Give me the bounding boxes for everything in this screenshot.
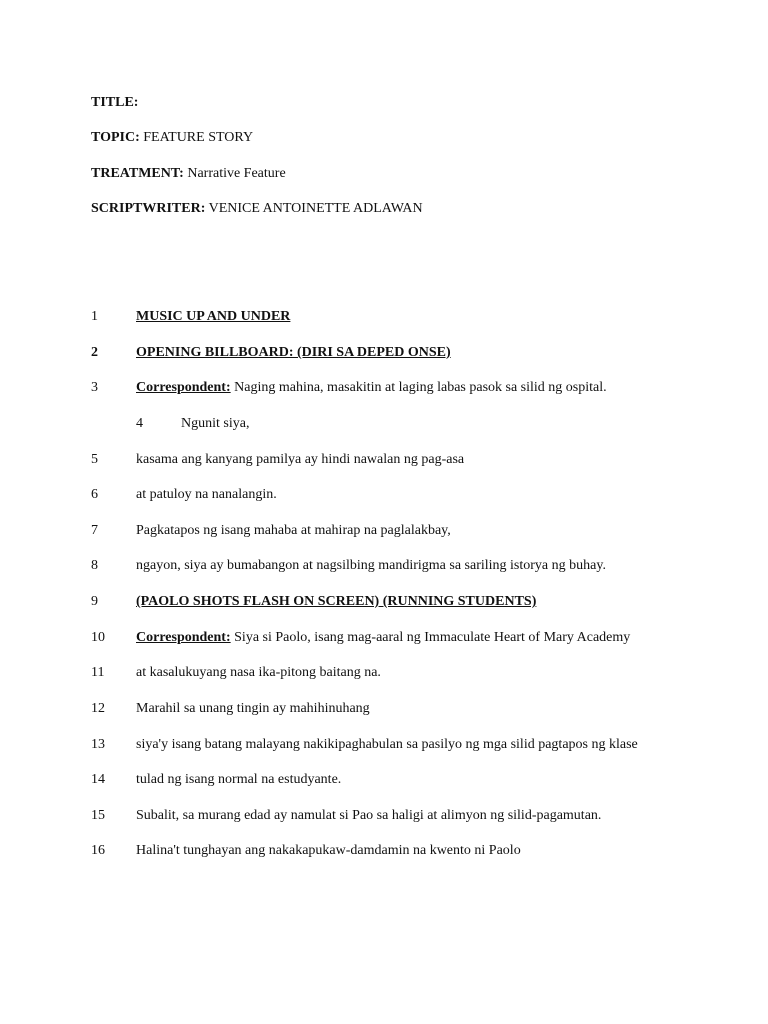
line-number: 10	[91, 630, 105, 645]
treatment-value: Narrative Feature	[187, 166, 286, 181]
line-number: 8	[91, 558, 98, 573]
scriptwriter-row	[91, 200, 423, 218]
topic-label: TOPIC:	[91, 130, 140, 145]
speaker-label: Correspondent:	[136, 630, 231, 645]
topic-value: FEATURE STORY	[143, 130, 254, 145]
script-text: Halina't tunghayan ang nakakapukaw-damdamin na kwento ni Paolo	[136, 843, 521, 858]
line-number: 2	[91, 345, 98, 360]
line-number: 13	[91, 737, 105, 752]
script-text: at patuloy na nanalangin.	[136, 487, 277, 502]
script-text: Siya si Paolo, isang mag-aaral ng Immaculate Heart of Mary Academy	[230, 630, 631, 645]
script-text: ngayon, siya ay bumabangon at nagsilbing mandirigma sa sariling istorya ng buhay.	[136, 558, 606, 573]
script-text: at kasalukuyang nasa ika-pitong baitang na.	[136, 665, 381, 680]
line-number: 11	[91, 665, 105, 680]
line-number: 1	[91, 309, 98, 324]
scriptwriter-label: SCRIPTWRITER:	[91, 201, 206, 216]
script-text: MUSIC UP AND UNDER	[136, 309, 291, 324]
script-text: Naging mahina, masakitin at laging labas pasok sa silid ng ospital.	[230, 380, 607, 395]
line-number: 5	[91, 452, 98, 467]
line-number: 12	[91, 701, 105, 716]
treatment-label: TREATMENT:	[91, 166, 184, 181]
script-text-wrapper	[136, 379, 607, 397]
script-text: Subalit, sa murang edad ay namulat si Pao sa haligi at alimyon ng silid-pagamutan.	[136, 808, 602, 823]
script-text-wrapper	[136, 629, 630, 647]
scriptwriter-value: VENICE ANTOINETTE ADLAWAN	[208, 201, 423, 216]
line-number: 3	[91, 380, 98, 395]
line-number: 7	[91, 523, 98, 538]
script-text: Marahil sa unang tingin ay mahihinuhang	[136, 701, 370, 716]
script-text: Pagkatapos ng isang mahaba at mahirap na paglalakbay,	[136, 523, 451, 538]
line-number: 14	[91, 772, 105, 787]
treatment-row	[91, 165, 286, 183]
topic-row	[91, 129, 253, 147]
line-number: 9	[91, 594, 98, 609]
line-number: 4	[136, 416, 143, 431]
script-text: kasama ang kanyang pamilya ay hindi nawalan ng pag-asa	[136, 452, 465, 467]
script-text: tulad ng isang normal na estudyante.	[136, 772, 342, 787]
line-number: 6	[91, 487, 98, 502]
line-number: 15	[91, 808, 105, 823]
title-label: TITLE:	[91, 95, 139, 110]
line-number: 16	[91, 843, 105, 858]
speaker-label: Correspondent:	[136, 380, 231, 395]
title-row	[91, 94, 138, 112]
script-text: (PAOLO SHOTS FLASH ON SCREEN) (RUNNING STUDENTS)	[136, 594, 537, 609]
script-text: Ngunit siya,	[181, 416, 250, 431]
script-text: siya'y isang batang malayang nakikipaghabulan sa pasilyo ng mga silid pagtapos ng klase	[136, 737, 638, 752]
script-text: OPENING BILLBOARD: (DIRI SA DEPED ONSE)	[136, 345, 451, 360]
